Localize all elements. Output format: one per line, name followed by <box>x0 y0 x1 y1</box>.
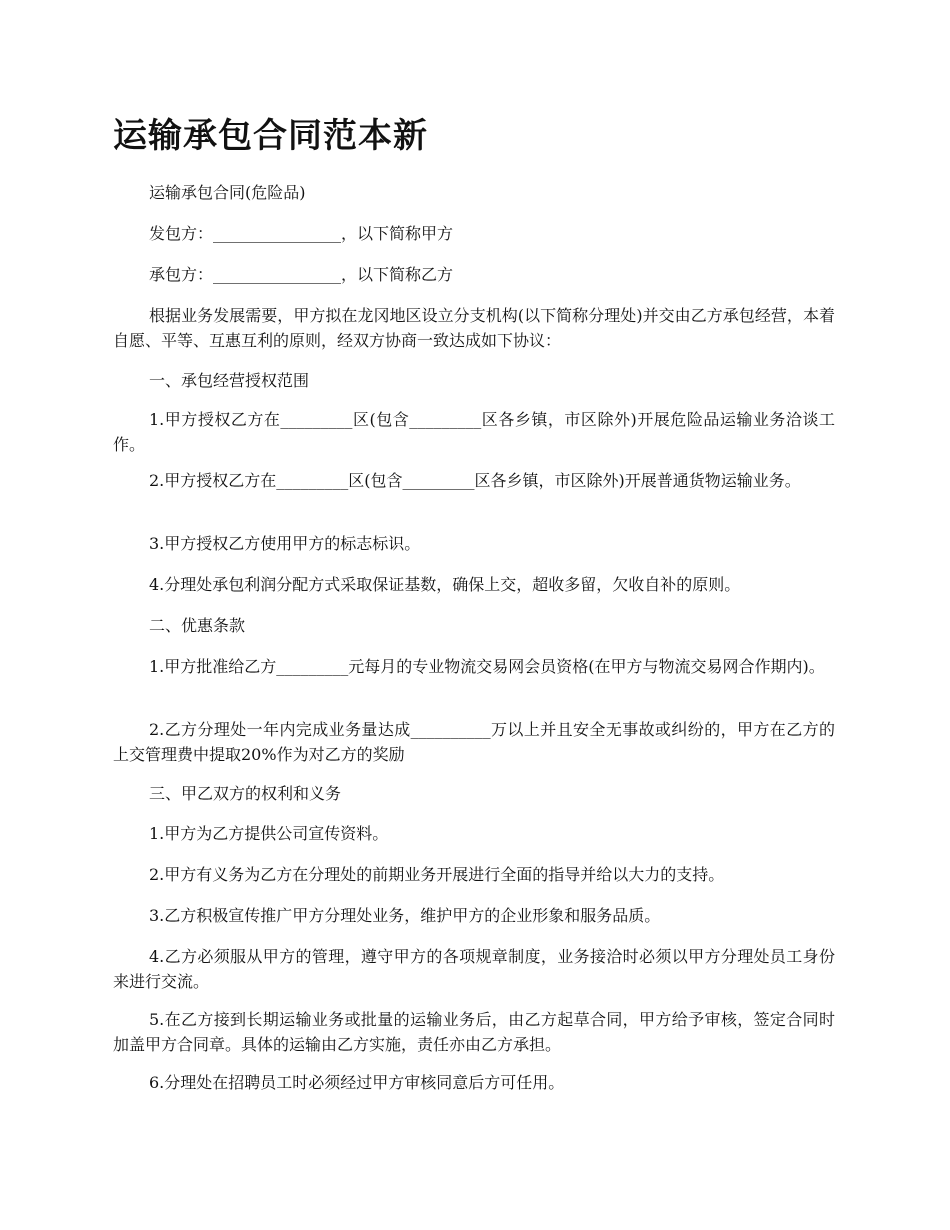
section-heading-2: 二、优惠条款 <box>149 616 246 635</box>
document-title: 运输承包合同范本新 <box>113 116 428 156</box>
clause-3-5: 5.在乙方接到长期运输业务或批量的运输业务后，由乙方起草合同，甲方给予审核，签定合同时加盖甲方合同章。具体的运输由乙方实施，责任亦由乙方承担。 <box>113 1010 835 1054</box>
clause-1-1: 1.甲方授权乙方在_________区(包含_________区各乡镇，市区除外)开展危险品运输业务洽谈工作。 <box>113 410 835 454</box>
clause-1-4: 4.分理处承包利润分配方式采取保证基数，确保上交，超收多留，欠收自补的原则。 <box>149 575 741 594</box>
clause-3-1: 1.甲方为乙方提供公司宣传资料。 <box>149 824 389 843</box>
party-b-line: 承包方：________________，以下简称乙方 <box>149 265 454 284</box>
clause-3-6: 6.分理处在招聘员工时必须经过甲方审核同意后方可任用。 <box>149 1073 565 1092</box>
section-heading-1: 一、承包经营授权范围 <box>149 371 310 390</box>
contract-subtitle: 运输承包合同(危险品) <box>149 183 306 202</box>
clause-3-2: 2.甲方有义务为乙方在分理处的前期业务开展进行全面的指导并给以大力的支持。 <box>149 865 725 884</box>
section-heading-3: 三、甲乙双方的权利和义务 <box>149 784 342 803</box>
clause-1-3: 3.甲方授权乙方使用甲方的标志标识。 <box>149 534 421 553</box>
preamble-paragraph: 根据业务发展需要，甲方拟在龙冈地区设立分支机构(以下简称分理处)并交由乙方承包经营，本着自愿、平等、互惠互利的原则，经双方协商一致达成如下协议： <box>113 306 835 350</box>
clause-3-3: 3.乙方积极宣传推广甲方分理处业务，维护甲方的企业形象和服务品质。 <box>149 906 661 925</box>
clause-1-2: 2.甲方授权乙方在_________区(包含_________区各乡镇，市区除外)开展普通货物运输业务。 <box>149 471 801 490</box>
clause-3-4: 4.乙方必须服从甲方的管理，遵守甲方的各项规章制度，业务接洽时必须以甲方分理处员工身份来进行交流。 <box>113 947 835 991</box>
party-a-line: 发包方：________________，以下简称甲方 <box>149 224 454 243</box>
clause-2-1: 1.甲方批准给乙方_________元每月的专业物流交易网会员资格(在甲方与物流交易网合作期内)。 <box>149 657 825 676</box>
clause-2-2: 2.乙方分理处一年内完成业务量达成__________万以上并且安全无事故或纠纷的，甲方在乙方的上交管理费中提取20%作为对乙方的奖励 <box>113 720 835 764</box>
